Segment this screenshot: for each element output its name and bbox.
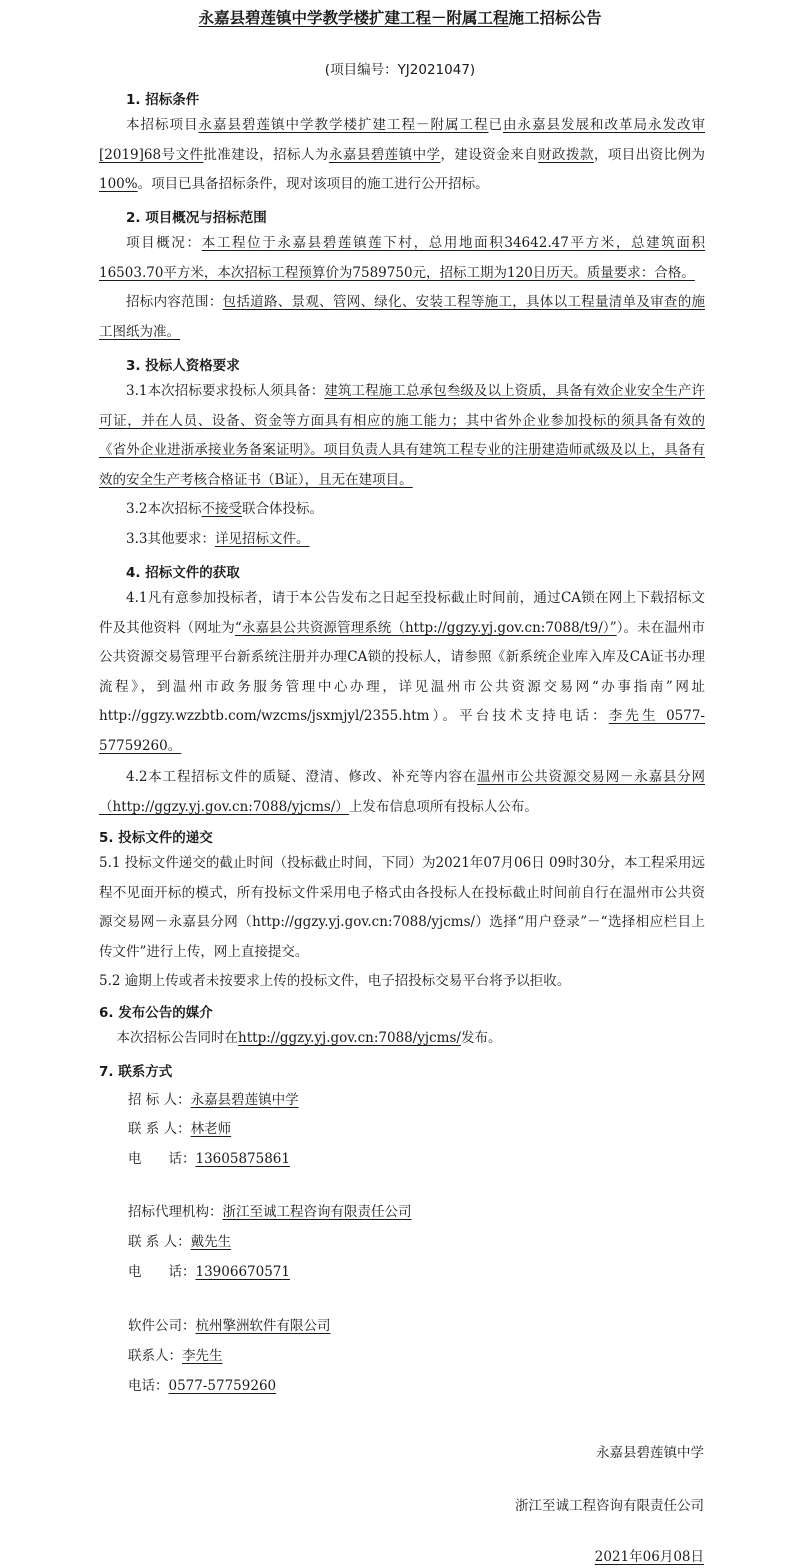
contact-phone-2: 电 话：13906670571 xyxy=(128,1264,290,1280)
clarification-link[interactable]: 温州市公共资源交易网－永嘉县分网（http://ggzy.yj.gov.cn:7088/yjcms/） xyxy=(99,769,705,815)
project-number: (项目编号：YJ2021047) xyxy=(324,62,476,78)
other-requirements-detail: 详见招标文件。 xyxy=(214,531,310,547)
software-value: 杭州擎洲软件有限公司 xyxy=(195,1318,331,1334)
contact-phone-1: 电 话：13605875861 xyxy=(128,1151,290,1167)
paragraph-late-submission: 5.2 逾期上传或者未按要求上传的投标文件，电子招投标交易平台将予以拒收。 xyxy=(99,973,571,989)
section-heading-7: 7. 联系方式 xyxy=(99,1064,173,1080)
project-overview-detail: 本工程位于永嘉县碧莲镇莲下村，总用地面积34642.47平方米，总建筑面积16503.70平方米，本次招标工程预算价为7589750元，招标工期为120日历天。质量要求：合格。 xyxy=(99,235,706,281)
approval-document: 由永嘉县发展和改革局永发改审[2019]68号文件 xyxy=(99,117,705,163)
signature-date: 2021年06月08日 xyxy=(594,1549,704,1565)
page-title xyxy=(0,6,800,28)
project-name: 永嘉县碧莲镇中学教学楼扩建工程－附属工程 xyxy=(198,117,489,133)
contact-person-3-value: 李先生 xyxy=(182,1348,223,1364)
funding-ratio: 100% xyxy=(99,176,138,192)
section-heading-1: 1. 招标条件 xyxy=(126,92,200,108)
support-phone: 李先生 0577-57759260。 xyxy=(99,708,705,754)
contact-phone-3: 电话：0577-57759260 xyxy=(128,1378,277,1394)
paragraph-qualification: 3.1本次招标要求投标人须具备：建筑工程施工总承包叁级及以上资质，具备有效企业安全生产许可证，并在人员、设备、资金等方面具有相应的施工能力；其中省外企业参加投标的须具备有效的《省外企业进浙承接业务备案证明》。项目负责人具有建筑工程专业的注册建造师贰级及以上，具备有效的安全生产考核合格证书（B证），且无在建项目。 xyxy=(99,383,705,488)
section-heading-4: 4. 招标文件的获取 xyxy=(126,565,240,581)
paragraph-tender-scope: 招标内容范围：包括道路、景观、管网、绿化、安装工程等施工，具体以工程量清单及审查的施工图纸为准。 xyxy=(99,294,706,340)
paragraph-document-access: 4.1凡有意参加投标者，请于本公告发布之日起至投标截止时间前，通过CA锁在网上下载招标文件及其他资料（网址为“永嘉县公共资源管理系统（http://ggzy.yj.gov.cn:7088/t9/）”）。未在温州市公共资源交易管理平台新系统注册并办理CA锁的投标人，请参照《新系统企业库入库及CA证书办理流程》，到温州市政务服务管理中心办理，详见温州市公共资源交易网“办事指南”网址 http://ggzy.wzzbtb.com/wzcms/jsxmjyl/2355.htm）。平台技术支持电话：李先生 0577-57759260。 xyxy=(99,590,706,754)
signature-org-1: 永嘉县碧莲镇中学 xyxy=(596,1445,704,1461)
section-heading-3: 3. 投标人资格要求 xyxy=(126,358,240,374)
tender-scope-detail: 包括道路、景观、管网、绿化、安装工程等施工，具体以工程量清单及审查的施工图纸为准。 xyxy=(99,294,706,340)
contact-tenderer: 招 标 人：永嘉县碧莲镇中学 xyxy=(128,1092,299,1108)
contact-person-2: 联 系 人：戴先生 xyxy=(128,1234,232,1250)
contact-person-3: 联系人：李先生 xyxy=(128,1348,223,1364)
contact-agency: 招标代理机构：浙江至诚工程咨询有限责任公司 xyxy=(128,1204,412,1220)
qualification-detail: 建筑工程施工总承包叁级及以上资质，具备有效企业安全生产许可证，并在人员、设备、资金等方面具有相应的施工能力；其中省外企业参加投标的须具备有效的《省外企业进浙承接业务备案证明》。项目负责人具有建筑工程专业的注册建造师贰级及以上，具备有效的安全生产考核合格证书（B证），且无在建项目。 xyxy=(99,383,705,488)
title-project-name: 永嘉县碧莲镇中学教学楼扩建工程－附属工程 xyxy=(198,9,509,27)
system-link[interactable]: “永嘉县公共资源管理系统（http://ggzy.yj.gov.cn:7088/t9/）” xyxy=(234,619,617,636)
paragraph-clarification: 4.2本工程招标文件的质疑、澄清、修改、补充等内容在温州市公共资源交易网－永嘉县分网（http://ggzy.yj.gov.cn:7088/yjcms/）上发布信息项所有投标人公布。 xyxy=(99,769,705,815)
paragraph-tender-conditions: 本招标项目永嘉县碧莲镇中学教学楼扩建工程－附属工程已由永嘉县发展和改革局永发改审[2019]68号文件批准建设，招标人为永嘉县碧莲镇中学，建设资金来自财政拨款，项目出资比例为100%。项目已具备招标条件，现对该项目的施工进行公开招标。 xyxy=(99,117,706,192)
tenderer-name: 永嘉县碧莲镇中学 xyxy=(328,146,441,163)
paragraph-consortium: 3.2本次招标不接受联合体投标。 xyxy=(126,501,323,517)
contact-phone-2-value: 13906670571 xyxy=(195,1264,290,1280)
section-heading-6: 6. 发布公告的媒介 xyxy=(99,1005,213,1021)
funding-source: 财政拨款 xyxy=(538,146,594,163)
section-heading-2: 2. 项目概况与招标范围 xyxy=(126,210,267,226)
publication-link[interactable]: http://ggzy.yj.gov.cn:7088/yjcms/ xyxy=(238,1030,461,1046)
title-suffix: 施工招标公告 xyxy=(508,9,602,27)
paragraph-project-overview: 项目概况：本工程位于永嘉县碧莲镇莲下村，总用地面积34642.47平方米，总建筑面积16503.70平方米，本次招标工程预算价为7589750元，招标工期为120日历天。质量要求：合格。 xyxy=(99,235,706,281)
contact-person-1-value: 林老师 xyxy=(190,1121,232,1137)
signature-org-2: 浙江至诚工程咨询有限责任公司 xyxy=(515,1498,704,1514)
paragraph-submission-deadline: 5.1 投标文件递交的截止时间（投标截止时间，下同）为2021年07月06日 09时30分，本工程采用远程不见面开标的模式，所有投标文件采用电子格式由各投标人在投标截止时间前自行在温州市公共资源交易网－永嘉县分网（http://ggzy.yj.gov.cn:7088/yjcms/）选择“用户登录”－“选择相应栏目上传文件”进行上传，网上直接提交。 xyxy=(99,855,705,960)
tenderer-value: 永嘉县碧莲镇中学 xyxy=(190,1092,299,1108)
paragraph-publication-media: 本次招标公告同时在http://ggzy.yj.gov.cn:7088/yjcms/发布。 xyxy=(116,1030,502,1046)
contact-phone-3-value: 0577-57759260 xyxy=(168,1378,277,1394)
contact-phone-1-value: 13605875861 xyxy=(195,1151,290,1167)
contact-software: 软件公司：杭州擎洲软件有限公司 xyxy=(128,1318,331,1334)
agency-value: 浙江至诚工程咨询有限责任公司 xyxy=(222,1204,412,1220)
paragraph-other-requirements: 3.3其他要求：详见招标文件。 xyxy=(126,531,310,547)
consortium-status: 不接受 xyxy=(201,501,242,517)
contact-person-1: 联 系 人：林老师 xyxy=(128,1121,232,1137)
contact-person-2-value: 戴先生 xyxy=(190,1234,232,1250)
section-heading-5: 5. 投标文件的递交 xyxy=(99,830,213,846)
